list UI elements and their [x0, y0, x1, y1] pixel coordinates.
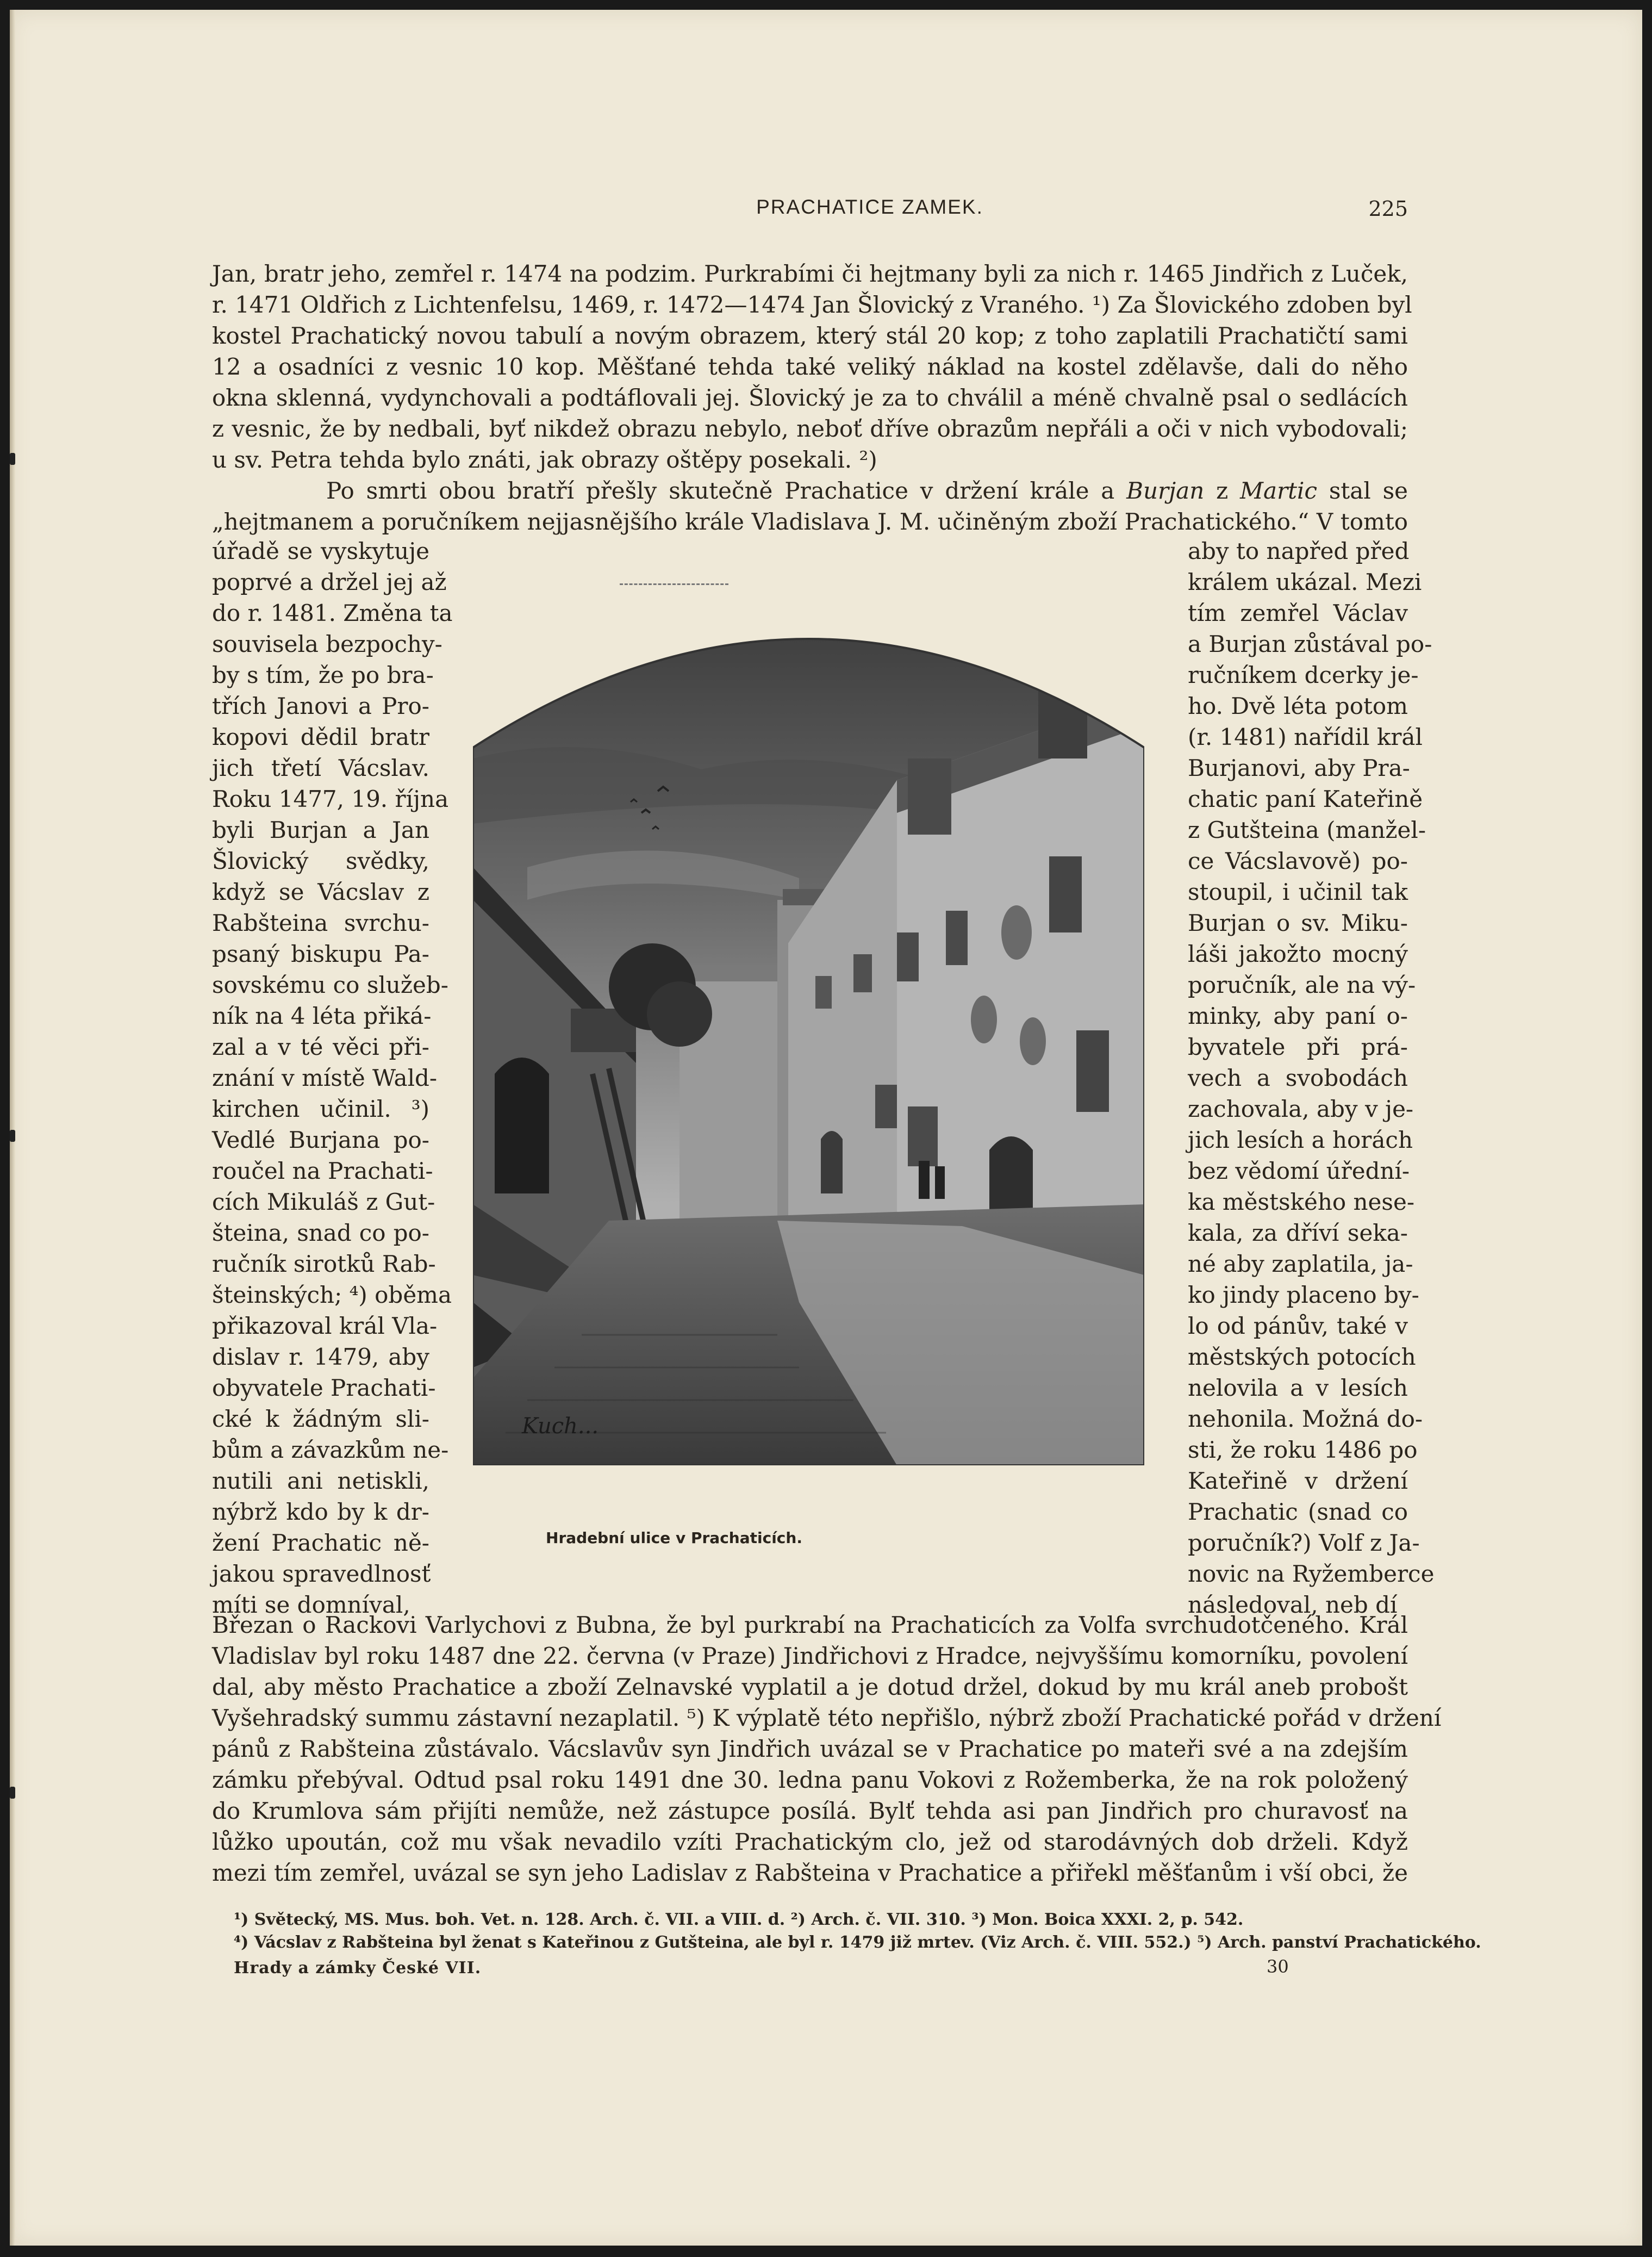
- column-line: šteina, snad co po-: [212, 1220, 429, 1246]
- column-line: bez vědomí úřední-: [1188, 1158, 1410, 1184]
- page-gutter: [10, 10, 15, 2246]
- column-line: následoval, neb dí: [1188, 1591, 1398, 1618]
- column-line: zal a v té věci při-: [212, 1034, 429, 1060]
- column-line: aby to napřed před: [1188, 538, 1410, 564]
- text-line: Vladislav byl roku 1487 dne 22. června (v Praze) Jindřichovi z Hradce, nejvyššímu komorníku, povolení: [212, 1643, 1408, 1669]
- column-line: Kateřině v držení: [1188, 1468, 1408, 1494]
- column-line: novic na Ryžemberce: [1188, 1560, 1435, 1587]
- column-line: zachovala, aby v je-: [1188, 1096, 1414, 1122]
- column-line: byli Burjan a Jan: [212, 817, 429, 843]
- column-line: znání v místě Wald-: [212, 1065, 438, 1091]
- column-line: souvisela bezpochy-: [212, 631, 442, 657]
- column-line: Rabšteina svrchu-: [212, 910, 429, 936]
- column-line: městských potocích: [1188, 1344, 1416, 1370]
- column-line: láši jakožto mocný: [1188, 941, 1408, 967]
- column-line: cích Mikuláš z Gut-: [212, 1189, 435, 1215]
- column-line: ručníkem dcerky je-: [1188, 662, 1419, 688]
- column-line: kala, za dříví seka-: [1188, 1220, 1408, 1246]
- page-number: 225: [1368, 197, 1408, 221]
- artist-signature: Kuch...: [522, 1414, 599, 1439]
- column-line: kirchen učinil. ³): [212, 1096, 429, 1122]
- column-line: Prachatic (snad co: [1188, 1499, 1408, 1525]
- column-line: bům a závazkům ne-: [212, 1437, 449, 1463]
- footnote-line: ⁴) Vácslav z Rabšteina byl ženat s Kateřinou z Gutšteina, ale byl r. 1479 již mrtev. (Viz Arch. č. VIII. 552.) ⁵) Arch. panství Prachatického.: [234, 1933, 1481, 1952]
- paragraph-1: [212, 258, 1412, 475]
- column-line: poručník, ale na vý-: [1188, 972, 1416, 998]
- column-line: třích Janovi a Pro-: [212, 693, 429, 719]
- italic-name: Burjan: [1126, 477, 1205, 504]
- column-line: ník na 4 léta přiká-: [212, 1003, 432, 1029]
- column-line: Vedlé Burjana po-: [212, 1127, 429, 1153]
- column-line: kopovi dědil bratr: [212, 724, 429, 750]
- text-line: Jan, bratr jeho, zemřel r. 1474 na podzim. Purkrabími či hejtmany byli za nich r. 1465 Jindřich z Luček,: [212, 260, 1408, 287]
- text-line: mezi tím zemřel, uvázal se syn jeho Ladislav z Rabšteina v Prachatice a přiřekl měšťanům i vší obci, že: [212, 1860, 1408, 1886]
- column-line: minky, aby paní o-: [1188, 1003, 1408, 1029]
- column-line: Roku 1477, 19. října: [212, 786, 449, 812]
- column-line: (r. 1481) nařídil král: [1188, 724, 1423, 750]
- text-run: z: [1204, 477, 1240, 504]
- footnotes: [234, 1908, 1481, 1954]
- column-line: poručník?) Volf z Ja-: [1188, 1529, 1420, 1556]
- column-line: ko jindy placeno by-: [1188, 1282, 1419, 1308]
- text-run: Po smrti obou bratří přešly skutečně Prachatice v držení krále a: [326, 477, 1127, 504]
- text-line: dal, aby město Prachatice a zboží Zelnavské vyplatil a je dotud držel, dokud by mu král aneb probošt: [212, 1674, 1408, 1700]
- left-column: [212, 536, 453, 1620]
- paragraph-2: [212, 475, 1408, 537]
- text-line: okna sklenná, vydynchovali a podtáflovali jej. Šlovický je za to chválil a méně chvalně psal o sedlácích: [212, 384, 1408, 411]
- series-title: Hrady a zámky České VII.: [234, 1958, 482, 1978]
- column-line: když se Vácslav z: [212, 879, 429, 905]
- column-line: dislav r. 1479, aby: [212, 1344, 429, 1370]
- column-line: z Gutšteina (manžel-: [1188, 817, 1426, 843]
- text-line: [212, 475, 1408, 506]
- text-line: u sv. Petra tehda bylo znáti, jak obrazy oštěpy posekali. ²): [212, 446, 877, 473]
- text-run: stal se: [1317, 477, 1408, 504]
- column-line: vech a svobodách: [1188, 1065, 1408, 1091]
- column-line: chatic paní Kateřině: [1188, 786, 1423, 812]
- column-line: nutili ani netiskli,: [212, 1468, 429, 1494]
- column-line: jich lesích a horách: [1188, 1127, 1413, 1153]
- column-line: míti se domníval,: [212, 1591, 410, 1618]
- right-column: [1188, 536, 1435, 1620]
- column-line: sti, že roku 1486 po: [1188, 1437, 1418, 1463]
- column-line: ručník sirotků Rab-: [212, 1251, 436, 1277]
- text-line: kostel Prachatický novou tabulí a novým obrazem, který stál 20 kop; z toho zaplatili Prachatičtí sami: [212, 322, 1408, 349]
- signature-mark: 30: [1267, 1956, 1289, 1977]
- pencil-mark: [620, 583, 728, 587]
- column-line: Šlovický svědky,: [212, 848, 429, 874]
- column-line: sovskému co služeb-: [212, 972, 448, 998]
- column-line: né aby zaplatila, ja-: [1188, 1251, 1413, 1277]
- column-line: jakou spravedlnosť: [212, 1560, 431, 1587]
- paragraph-3: [212, 1609, 1442, 1888]
- street-illustration: [473, 595, 1144, 1465]
- column-line: tím zemřel Václav: [1188, 600, 1408, 626]
- figure-caption: Hradební ulice v Prachaticích.: [546, 1529, 802, 1547]
- column-line: Burjan o sv. Miku-: [1188, 910, 1408, 936]
- column-line: přikazoval král Vla-: [212, 1313, 438, 1339]
- text-line: lůžko upoután, což mu však nevadilo vzíti Prachatickým clo, jež od starodávných dob drželi. Když: [212, 1829, 1408, 1855]
- column-line: králem ukázal. Mezi: [1188, 569, 1422, 595]
- text-line: Vyšehradský summu zástavní nezaplatil. ⁵) K výplatě této nepřišlo, nýbrž zboží Prachatické pořád v držení: [212, 1705, 1442, 1731]
- text-line: do Krumlova sám přijíti nemůže, než zástupce posílá. Bylť tehda asi pan Jindřich pro churavosť na: [212, 1798, 1408, 1824]
- footnote-line: ¹) Světecký, MS. Mus. boh. Vet. n. 128. Arch. č. VII. a VIII. d. ²) Arch. č. VII. 310. ³) Mon. Boica XXXI. 2, p. 542.: [234, 1910, 1244, 1929]
- text-line: r. 1471 Oldřich z Lichtenfelsu, 1469, r. 1472—1474 Jan Šlovický z Vraného. ¹) Za Šlovického zdoben byl: [212, 291, 1412, 318]
- column-line: šteinských; ⁴) oběma: [212, 1282, 452, 1308]
- column-line: jich třetí Vácslav.: [212, 755, 429, 781]
- column-line: byvatele při prá-: [1188, 1034, 1408, 1060]
- illustration: [473, 595, 1144, 1465]
- column-line: ce Vácslavově) po-: [1188, 848, 1408, 874]
- column-line: nehonila. Možná do-: [1188, 1406, 1423, 1432]
- text-line: zámku přebýval. Odtud psal roku 1491 dne 30. ledna panu Vokovi z Rožemberka, že na rok položený: [212, 1767, 1408, 1793]
- column-line: nýbrž kdo by k dr-: [212, 1499, 429, 1525]
- column-line: Burjanovi, aby Pra-: [1188, 755, 1410, 781]
- column-line: ho. Dvě léta potom: [1188, 693, 1408, 719]
- text-line: „hejtmanem a poručníkem nejjasnějšího krále Vladislava J. M. učiněným zboží Prachatického.“ V tomto: [212, 508, 1408, 535]
- column-line: žení Prachatic ně-: [212, 1529, 429, 1556]
- column-line: obyvatele Prachati-: [212, 1375, 436, 1401]
- column-line: by s tím, že po bra-: [212, 662, 434, 688]
- column-line: ka městského nese-: [1188, 1189, 1415, 1215]
- column-line: psaný biskupu Pa-: [212, 941, 429, 967]
- column-line: do r. 1481. Změna ta: [212, 600, 453, 626]
- column-line: úřadě se vyskytuje: [212, 538, 429, 564]
- binding-mark: [10, 1130, 15, 1142]
- text-line: 12 a osadníci z vesnic 10 kop. Měšťané tehda také veliký náklad na kostel zdělavše, dali do něho: [212, 353, 1408, 380]
- column-line: poprvé a držel jej až: [212, 569, 447, 595]
- running-head: PRACHATICE ZAMEK.: [756, 196, 983, 218]
- italic-name: Martic: [1240, 477, 1318, 504]
- column-line: stoupil, i učinil tak: [1188, 879, 1408, 905]
- column-line: cké k žádným sli-: [212, 1406, 429, 1432]
- binding-mark: [10, 453, 15, 465]
- column-line: roučel na Prachati-: [212, 1158, 433, 1184]
- column-line: lo od pánův, také v: [1188, 1313, 1408, 1339]
- column-line: a Burjan zůstával po-: [1188, 631, 1432, 657]
- page-header: [212, 196, 1408, 228]
- binding-mark: [10, 1787, 15, 1799]
- column-line: nelovila a v lesích: [1188, 1375, 1408, 1401]
- text-line: Březan o Rackovi Varlychovi z Bubna, že byl purkrabí na Prachaticích za Volfa svrchudotčeného. Král: [212, 1612, 1408, 1638]
- text-line: pánů z Rabšteina zůstávalo. Vácslavův syn Jindřich uvázal se v Prachatice po mateři své a na zdejším: [212, 1736, 1408, 1762]
- text-line: z vesnic, že by nedbali, byť nikdež obrazu nebylo, neboť dříve obrazům nepřáli a oči v nich vybodovali;: [212, 415, 1408, 442]
